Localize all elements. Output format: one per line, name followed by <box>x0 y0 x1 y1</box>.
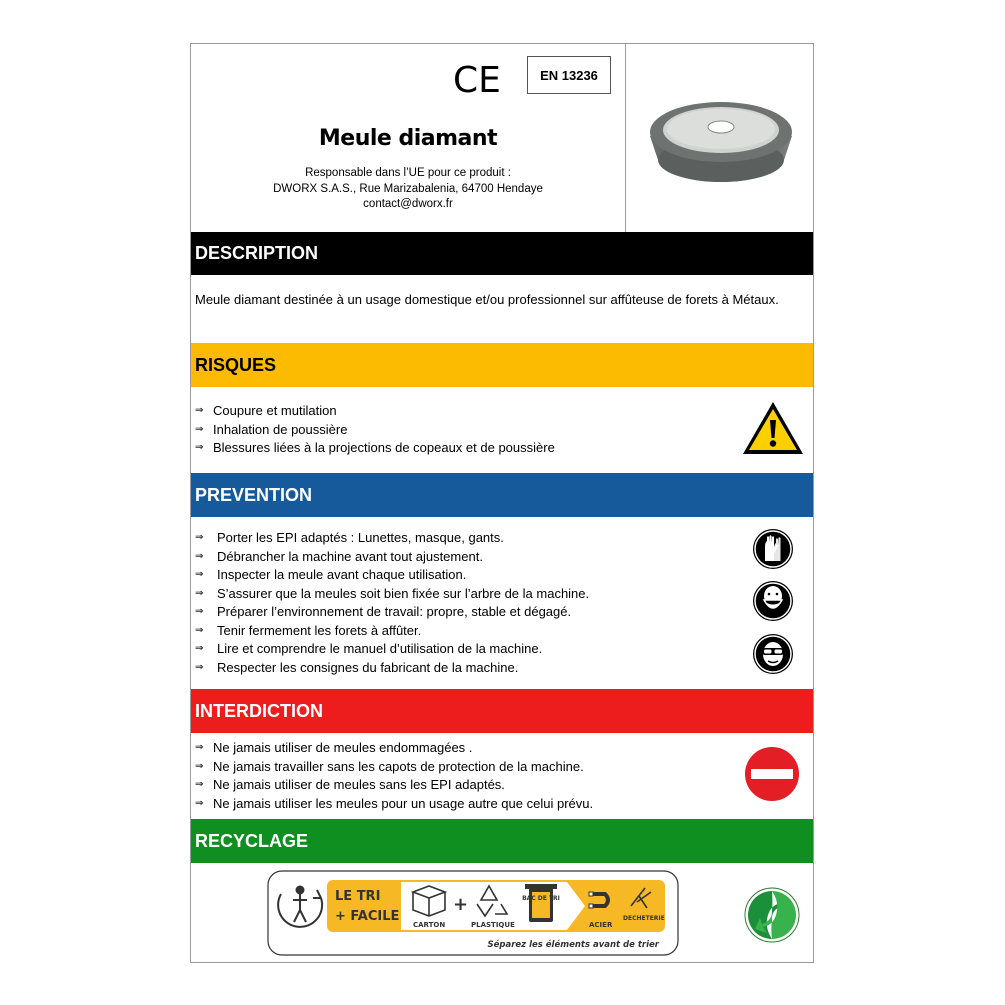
grinding-wheel-image <box>646 96 796 186</box>
arrow-icon: ⇒ <box>195 742 204 753</box>
arrow-icon: ⇒ <box>195 606 204 617</box>
list-item: ⇒ Débrancher la machine avant tout ajustement. <box>193 548 589 567</box>
carton-label: CARTON <box>413 921 446 929</box>
svg-text:CE: CE <box>453 60 501 98</box>
description-heading: DESCRIPTION <box>191 232 813 275</box>
responsible-email: contact@dworx.fr <box>363 198 453 210</box>
arrow-icon: ⇒ <box>195 779 204 790</box>
list-item: ⇒ Lire et comprendre le manuel d’utilisation de la machine. <box>193 640 589 659</box>
prevention-list <box>193 529 589 677</box>
acier-label: ACIER <box>589 921 613 929</box>
decheterie-label: DECHETERIE <box>623 915 665 922</box>
arrow-icon: ⇒ <box>195 405 204 416</box>
list-item: ⇒ Ne jamais utiliser de meules endommagées . <box>193 739 593 758</box>
list-item: ⇒ Tenir fermement les forets à affûter. <box>193 622 589 641</box>
arrow-icon: ⇒ <box>195 423 204 435</box>
arrow-icon: ⇒ <box>195 643 204 654</box>
arrow-icon: ⇒ <box>195 550 204 562</box>
list-item: ⇒ Coupure et mutilation <box>193 402 555 421</box>
responsible-info <box>191 166 625 213</box>
arrow-icon: ⇒ <box>195 760 204 772</box>
triman-brand-line2: + FACILE <box>335 909 400 924</box>
gloves-icon <box>752 528 794 570</box>
standard-badge: EN 13236 <box>527 56 611 94</box>
arrow-icon: ⇒ <box>195 442 204 453</box>
description-text: Meule diamant destinée à un usage domestique et/ou professionnel sur affûteuse de forets à Métaux. <box>195 292 779 307</box>
warning-triangle-icon <box>741 400 805 456</box>
safety-glasses-icon <box>752 633 794 675</box>
list-item: ⇒ Porter les EPI adaptés : Lunettes, masque, gants. <box>193 529 589 548</box>
arrow-icon: ⇒ <box>195 532 204 543</box>
list-item: ⇒ Ne jamais utiliser de meules sans les EPI adaptés. <box>193 776 593 795</box>
product-title: Meule diamant <box>318 126 498 151</box>
list-item: ⇒ Ne jamais utiliser les meules pour un usage autre que celui prévu. <box>193 795 593 814</box>
arrow-icon: ⇒ <box>195 587 204 599</box>
arrow-icon: ⇒ <box>195 661 204 673</box>
list-item: ⇒ Blessures liées à la projections de copeaux et de poussière <box>193 439 555 458</box>
risques-list <box>193 402 555 458</box>
interdiction-list <box>193 739 593 813</box>
prevention-heading: PREVENTION <box>191 473 813 517</box>
triman-sorting-logo <box>267 870 679 956</box>
no-entry-icon <box>744 746 800 802</box>
plus-sign: + <box>453 894 469 915</box>
list-item: ⇒ Inhalation de poussière <box>193 421 555 440</box>
arrow-icon: ⇒ <box>195 569 204 580</box>
dust-mask-icon <box>752 580 794 622</box>
header-divider <box>625 44 626 232</box>
responsible-line: Responsable dans l’UE pour ce produit : <box>305 167 511 179</box>
plastique-label: PLASTIQUE <box>471 921 515 929</box>
triman-footer: Séparez les éléments avant de trier <box>487 940 659 950</box>
responsible-address: DWORX S.A.S., Rue Marizabalenia, 64700 Hendaye <box>273 182 543 195</box>
list-item: ⇒ Ne jamais travailler sans les capots de protection de la machine. <box>193 758 593 777</box>
list-item: ⇒ Respecter les consignes du fabricant de la machine. <box>193 659 589 678</box>
safety-sheet <box>190 43 814 963</box>
risques-heading: RISQUES <box>191 343 813 387</box>
list-item: ⇒ S’assurer que la meules soit bien fixée sur l’arbre de la machine. <box>193 585 589 604</box>
ce-mark-icon <box>453 58 501 98</box>
green-dot-icon <box>744 887 800 943</box>
list-item: ⇒ Préparer l’environnement de travail: propre, stable et dégagé. <box>193 603 589 622</box>
list-item: ⇒ Inspecter la meule avant chaque utilisation. <box>193 566 589 585</box>
arrow-icon: ⇒ <box>195 624 204 636</box>
arrow-icon: ⇒ <box>195 797 204 809</box>
sorting-bin-icon <box>525 884 557 922</box>
header <box>191 44 813 232</box>
triman-brand-line1: LE TRI <box>335 889 381 904</box>
recyclage-heading: RECYCLAGE <box>191 819 813 863</box>
bin-label: BAC DE TRI <box>522 895 560 902</box>
interdiction-heading: INTERDICTION <box>191 689 813 733</box>
